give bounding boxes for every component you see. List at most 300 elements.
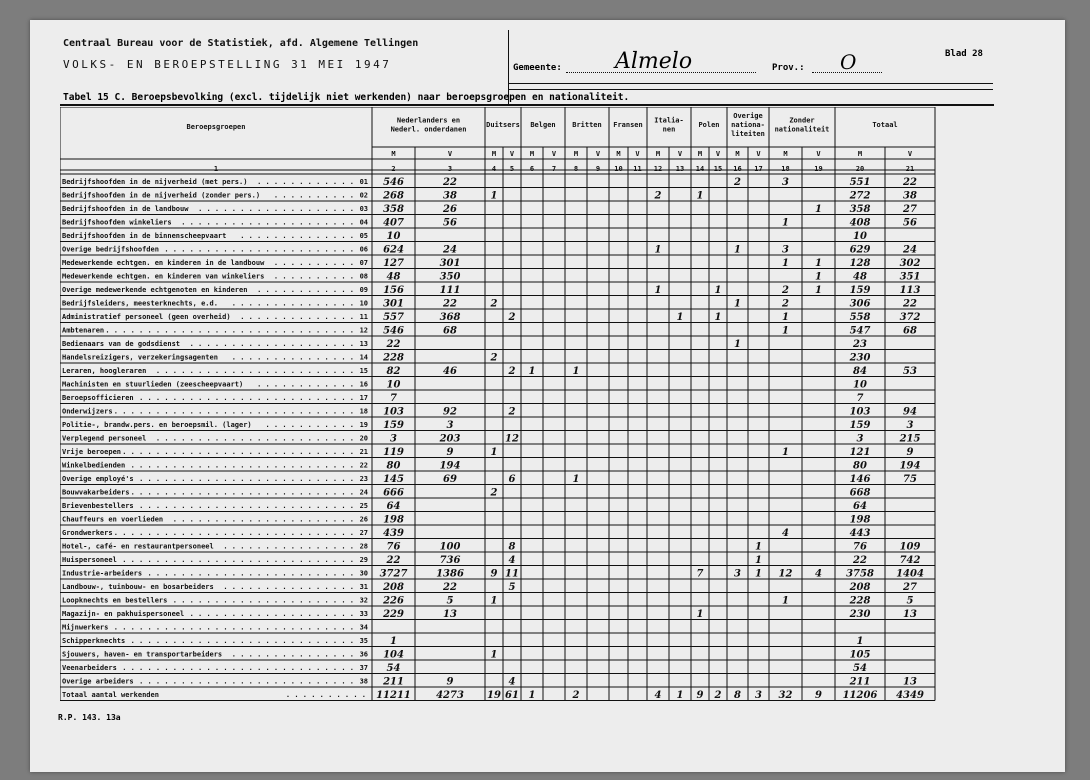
handwritten-value: 1 [782,447,789,458]
table-row-label: Administratief personeel (geen overheid) [62,313,231,321]
handwritten-value: 2 [782,298,789,310]
organization-heading: Centraal Bureau voor de Statistiek, afd. Algemene Tellingen [63,38,419,49]
dot-leader: . . . . . . . . . . . . . . . . . . . [198,205,354,213]
row-number: 05 [359,232,368,240]
male-column-header: M [735,150,740,158]
dot-leader: . . . . . . . . . . . . . . . [231,299,354,308]
handwritten-value: 145 [383,474,404,485]
handwritten-value: 9 [815,690,822,701]
nationality-header: Overige [733,112,763,120]
handwritten-value: 1 [782,325,789,337]
female-column-header: V [509,150,515,158]
handwritten-value: 2 [508,366,516,377]
handwritten-value: 10 [386,379,401,391]
handwritten-value: 2 [508,406,516,418]
handwritten-value: 56 [903,217,917,229]
row-number: 25 [359,502,368,510]
handwritten-value: 1 [490,595,498,607]
row-number: 21 [359,448,368,456]
female-column-header: V [677,150,683,158]
handwritten-value: 3 [906,420,914,431]
dot-leader: . . . . . . . . . . . . . . . . . . . . . . . . [155,367,354,375]
handwritten-value: 3 [390,433,397,445]
table-row-label: Medewerkende echtgen. en kinderen in de landbouw [62,259,265,267]
dot-leader: . . . . . . . . . . . . . . . . . . . . . . . . . . . . . . [105,326,354,335]
handwritten-value: 668 [849,487,871,499]
dot-leader: . . . . . . . . . . . . . . . . . . . . . . . . . . [139,394,354,402]
dot-leader: . . . . . . . . . . . . . . . . . . . . [189,340,354,348]
table-row-label: Totaal aantal werkenden [62,691,159,699]
handwritten-value: 4349 [896,690,924,701]
table-row-label: Bedrijfshoofden in de nijverheid (met pers.) [62,178,248,186]
handwritten-value: 19 [487,690,501,701]
handwritten-value: 48 [386,271,401,283]
nationality-header: nen [662,125,676,134]
dot-leader: . . . . . . . . . . . . . . . . [223,583,354,591]
row-number: 32 [359,596,368,605]
handwritten-value: 156 [383,285,404,296]
column-number: 11 [633,165,642,173]
handwritten-value: 54 [386,663,401,674]
table-row-label: Verplegend personeel [62,434,147,443]
header-rule [508,83,993,84]
handwritten-value: 4 [508,676,516,688]
handwritten-value: 23 [853,339,867,350]
dot-leader: . . . . . . . . . . . . . . . . . . . . . . . . . . . . . [113,529,354,537]
table-row-label: Landbouw-, tuinbouw- en bosarbeiders [62,583,214,591]
table-row-label: Sjouwers, haven- en transportarbeiders [62,650,223,659]
dot-leader: . . . . . . . . . . . . . . . [231,650,354,659]
handwritten-value: 11206 [842,690,878,701]
handwritten-value: 2 [782,285,789,296]
handwritten-value: 2 [490,298,498,310]
handwritten-value: 80 [853,460,867,472]
handwritten-value: 551 [849,177,871,188]
handwritten-value: 736 [439,555,461,566]
handwritten-value: 439 [383,528,404,539]
table-row-label: Politie-, brandw.pers. en beroepsmil. (lager) [62,421,252,429]
row-number: 06 [359,245,368,254]
row-number: 16 [359,380,368,389]
nationality-header: nationa- [731,121,765,129]
table-row-label: Mijnwerkers [62,623,109,632]
row-number: 37 [359,664,368,672]
table-row-label: Chauffeurs en voerlieden [62,515,164,524]
nationality-header: Duitsers [486,121,520,129]
row-number: 36 [359,650,368,659]
handwritten-value: 3 [856,433,864,445]
male-column-header: M [616,150,621,158]
handwritten-value: 159 [383,420,404,431]
handwritten-value: 666 [383,487,404,499]
dot-leader: . . . . . . . . . . . . . . . . . . . . . . . . . . . . [122,556,354,564]
handwritten-value: 211 [849,676,871,688]
handwritten-value: 105 [849,649,871,661]
handwritten-value: 742 [899,555,921,566]
handwritten-value: 27 [903,582,917,593]
handwritten-value: 272 [849,190,871,202]
row-number: 22 [359,461,368,470]
row-number: 13 [359,340,368,348]
table-row-label: Huispersoneel [62,556,117,564]
handwritten-value: 113 [899,285,921,296]
handwritten-value: 1 [572,474,580,485]
handwritten-value: 1 [714,312,722,323]
table-row-label: Loopknechts en bestellers [62,596,168,605]
handwritten-value: 358 [383,204,404,215]
table-title-rule [60,104,994,106]
row-number: 19 [359,421,368,429]
row-number: 31 [359,583,368,591]
table-row-label: Bedrijfshoofden in de binnenscheepvaart [62,232,227,240]
male-column-header: M [491,150,497,158]
table-row-label: Industrie-arbeiders [62,569,143,578]
handwritten-value: 229 [383,609,404,620]
row-number: 24 [359,488,368,497]
handwritten-value: 350 [439,271,461,283]
handwritten-value: 68 [903,325,917,337]
handwritten-value: 22 [443,582,457,593]
table-row-label: Brievenbestellers [62,502,134,510]
table-row-label: Overige bedrijfshoofden [62,245,159,254]
handwritten-value: 80 [386,460,401,472]
handwritten-value: 215 [899,433,921,445]
handwritten-value: 146 [849,474,871,485]
nationality-header: nationaliteit [774,125,830,134]
table-row-label: Vrije beroepen [62,448,122,456]
handwritten-value: 2 [734,177,741,188]
handwritten-value: 100 [439,541,461,553]
column-number: 4 [491,165,497,173]
handwritten-value: 301 [439,258,461,269]
handwritten-value: 1 [755,568,762,580]
nationality-header: Italia- [654,116,684,125]
dot-leader: . . . . . . . . . . . . . . . . . . . . . . . . . . . . [122,664,354,672]
beroepsgroepen-header: Beroepsgroepen [186,123,246,131]
handwritten-value: 1404 [896,568,924,580]
table-row-label: Medewerkende echtgen. en kinderen van winkeliers [62,272,265,281]
row-number: 07 [359,259,368,267]
handwritten-value: 2 [572,690,580,701]
handwritten-value: 4 [782,528,789,539]
handwritten-value: 1 [734,339,741,350]
handwritten-value: 1 [654,285,662,296]
row-number: 33 [359,610,368,618]
handwritten-value: 1 [755,541,762,553]
table-row-label: Bedrijfshoofden in de nijverheid (zonder pers.) [62,191,261,200]
dot-leader: . . . . . . . . . . [285,691,366,699]
handwritten-value: 208 [383,582,404,593]
handwritten-value: 2 [714,690,722,701]
dot-leader: . . . . . . . . . . [273,259,354,267]
row-number: 02 [359,191,368,200]
table-row-label: Bedrijfshoofden in de landbouw [62,205,189,213]
nationality-header: liteiten [731,130,765,138]
nationality-header: Zonder [789,116,815,125]
census-title: VOLKS- EN BEROEPSTELLING 31 MEI 1947 [63,58,392,71]
handwritten-value: 5 [906,595,914,607]
dot-leader: . . . . . . . . . . . . [257,286,354,294]
nationality-header: Polen [698,121,720,129]
handwritten-value: 1 [782,217,789,229]
handwritten-value: 3 [755,690,762,701]
dot-leader: . . . . . . . . . . . . [257,380,354,389]
handwritten-value: 82 [386,366,401,377]
handwritten-value: 3 [782,177,789,188]
handwritten-value: 1 [714,285,722,296]
handwritten-value: 109 [899,541,921,553]
dot-leader: . . . . . . . . . . . . . . . . . . . . . . . . . [147,569,354,578]
handwritten-value: 1 [782,312,789,323]
handwritten-value: 6 [508,474,516,485]
column-number: 21 [905,165,915,173]
row-number: 04 [359,218,368,227]
handwritten-value: 48 [853,271,867,283]
handwritten-value: 302 [899,258,921,269]
handwritten-value: 5 [446,595,454,607]
handwritten-value: 2 [654,190,662,202]
dot-leader: . . . . . . . . . . . . . . . . . . . . . . [172,596,354,605]
handwritten-value: 546 [383,177,404,188]
dot-leader: . . . . . . . . . . . . . . . . . . . . . . . . [155,434,354,443]
handwritten-value: 69 [443,474,457,485]
handwritten-value: 1 [490,190,498,202]
handwritten-value: 22 [386,555,401,566]
handwritten-value: 64 [853,501,867,512]
handwritten-value: 104 [383,649,404,661]
row-number: 38 [359,677,368,686]
dot-leader: . . . . . . . . . . . . . . . . . . . . . . . . . . [139,677,354,686]
dot-leader: . . . . . . . . . . . . . . . . . . . . . . . . . . . . [122,448,354,456]
column-number: 14 [695,165,705,173]
gemeente-handwritten-value: Almelo [615,49,693,74]
table-row-label: Veenarbeiders [62,664,117,672]
dot-leader: . . . . . . . . . . . . . . . . . . . . [189,610,354,618]
handwritten-value: 4 [654,690,662,701]
row-number: 23 [359,475,368,483]
handwritten-value: 76 [386,541,401,553]
handwritten-value: 1 [528,690,536,701]
handwritten-value: 2 [508,312,516,323]
column-number: 5 [509,165,515,173]
page-number: Blad 28 [945,49,983,59]
handwritten-value: 1 [696,609,704,620]
province-handwritten-value: O [840,50,857,74]
handwritten-value: 1 [815,271,822,283]
male-column-header: M [391,150,396,158]
handwritten-value: 4273 [436,690,464,701]
handwritten-value: 226 [383,595,404,607]
table-row-label: Schipperknechts [62,637,126,645]
female-column-header: V [551,150,557,158]
female-column-header: V [447,150,453,158]
dot-leader: . . . . . . . . . . . . . . [240,232,354,240]
handwritten-value: 624 [383,244,404,256]
handwritten-value: 24 [443,244,457,256]
form-code: R.P. 143. 13a [58,713,121,722]
handwritten-value: 1 [390,636,397,647]
row-number: 01 [359,178,368,186]
handwritten-value: 27 [903,204,917,215]
column-number: 17 [754,165,763,173]
handwritten-value: 61 [505,690,519,701]
female-column-header: V [595,150,601,158]
table-row-label: Leraren, hoogleraren [62,367,147,375]
table-row-label: Bedrijfsleiders, meesterknechts, e.d. [62,299,218,308]
handwritten-value: 230 [849,609,871,620]
dot-leader: . . . . . . . . . . . . . . . . . . . . . . . [164,245,354,254]
row-number: 34 [359,623,368,632]
female-column-header: V [907,150,913,158]
handwritten-value: 358 [849,204,871,215]
row-number: 29 [359,556,368,564]
handwritten-value: 547 [849,325,871,337]
handwritten-value: 208 [849,582,871,593]
handwritten-value: 1 [734,298,741,310]
row-number: 14 [359,353,368,362]
column-number: 15 [713,165,723,173]
handwritten-value: 10 [853,379,867,391]
handwritten-value: 46 [443,366,457,377]
handwritten-value: 372 [899,312,921,323]
handwritten-value: 128 [849,258,871,269]
handwritten-value: 3 [734,568,741,580]
column-number: 8 [573,165,579,173]
handwritten-value: 1 [782,258,789,269]
table-row-label: Beroepsofficieren [62,394,134,402]
column-number: 3 [447,165,453,173]
handwritten-value: 351 [899,271,921,283]
handwritten-value: 7 [856,393,864,404]
dot-leader: . . . . . . . . . . . . . . . . [223,542,354,551]
handwritten-value: 3 [782,244,789,256]
handwritten-value: 228 [849,595,871,607]
table-row-label: Magazijn- en pakhuispersoneel [62,610,185,618]
row-number: 10 [359,299,368,308]
handwritten-value: 301 [383,298,404,310]
handwritten-value: 11 [505,568,519,580]
handwritten-value: 1 [676,690,684,701]
handwritten-value: 1 [676,312,684,323]
dot-leader: . . . . . . . . . . . . . . . [231,353,354,362]
male-column-header: M [697,150,703,158]
dot-leader: . . . . . . . . . . [273,191,354,200]
dot-leader: . . . . . . . . . . . . . . . . . . . . . . . . . . [139,502,354,510]
dot-leader: . . . . . . . . . . . . . . . . . . . . . . . . . . . . . [113,623,354,632]
handwritten-value: 2 [490,487,498,499]
handwritten-value: 1 [815,204,822,215]
handwritten-value: 76 [853,541,867,553]
dot-leader: . . . . . . . . . . . . [257,178,354,186]
nationality-header: Nederl. onderdanen [390,125,467,134]
handwritten-value: 22 [903,298,917,310]
dot-leader: . . . . . . . . . . . . . . . . . . . . . . . . . . . . . [113,407,354,416]
handwritten-value: 119 [383,447,404,458]
handwritten-value: 26 [443,204,457,215]
handwritten-value: 9 [490,568,498,580]
handwritten-value: 211 [383,676,404,688]
handwritten-value: 5 [508,582,516,593]
handwritten-value: 13 [903,676,917,688]
handwritten-value: 84 [853,366,867,377]
handwritten-value: 103 [849,406,871,418]
handwritten-value: 8 [508,541,516,553]
handwritten-value: 1 [696,190,704,202]
table-row-label: Ambtenaren [62,326,105,335]
handwritten-value: 9 [446,676,454,688]
table-title: Tabel 15 C. Beroepsbevolking (excl. tijdelijk niet werkenden) naar beroepsgroepen en nationaliteit. [63,92,630,103]
male-column-header: M [655,150,661,158]
handwritten-value: 194 [439,460,461,472]
column-number: 6 [529,165,535,173]
handwritten-value: 194 [899,460,921,472]
column-number: 13 [675,165,685,173]
handwritten-value: 159 [849,420,871,431]
handwritten-value: 3727 [379,568,408,580]
dot-leader: . . . . . . . . . . . [265,421,354,429]
handwritten-value: 1 [734,244,741,256]
column-number: 7 [551,165,557,173]
handwritten-value: 7 [390,393,397,404]
row-number: 28 [359,542,368,551]
male-column-header: M [529,150,535,158]
handwritten-value: 228 [383,352,404,364]
dot-leader: . . . . . . . . . . . . . . . . . . . . . . . . . . . [130,488,354,497]
handwritten-value: 38 [903,190,917,202]
handwritten-value: 2 [490,352,498,364]
handwritten-value: 103 [383,406,404,418]
handwritten-value: 408 [849,217,871,229]
column-number: 2 [391,165,396,173]
handwritten-value: 198 [849,514,871,526]
handwritten-value: 1 [528,366,536,377]
handwritten-value: 198 [383,514,404,526]
row-number: 08 [359,272,368,281]
dot-leader: . . . . . . . . . . . . . . . . . . . . . . . . . . [139,475,354,483]
handwritten-value: 1 [490,447,498,458]
handwritten-value: 159 [849,285,871,296]
column-number: 9 [595,165,601,173]
nationality-header: Nederlanders en [396,116,461,125]
dot-leader: . . . . . . . . . . . . . . . . . . . . . . . . . . . [130,461,354,470]
handwritten-value: 4 [815,568,822,580]
row-number: 15 [359,367,368,375]
column-number: 12 [653,165,663,173]
row-number: 27 [359,529,368,537]
handwritten-value: 56 [443,217,457,229]
handwritten-value: 1 [782,595,789,607]
handwritten-value: 443 [849,528,871,539]
handwritten-value: 1 [654,244,662,256]
dot-leader: . . . . . . . . . . [273,272,354,281]
table-row-label: Machinisten en stuurlieden (zeescheepvaart) [62,380,244,389]
handwritten-value: 13 [903,609,917,620]
table-row-label: Overige medewerkende echtgenoten en kinderen [62,286,248,294]
column-number: 10 [614,165,623,173]
handwritten-value: 9 [696,690,704,701]
handwritten-value: 3 [446,420,454,431]
handwritten-value: 68 [443,325,457,337]
handwritten-value: 4 [508,555,516,566]
nationality-header: Britten [572,121,602,129]
table-row-label: Bedrijfshoofden winkeliers [62,218,172,227]
male-column-header: M [857,150,863,158]
header-rule [508,89,993,90]
handwritten-value: 203 [439,433,461,445]
handwritten-value: 7 [696,568,704,580]
handwritten-value: 1 [755,555,762,566]
female-column-header: V [816,150,821,158]
